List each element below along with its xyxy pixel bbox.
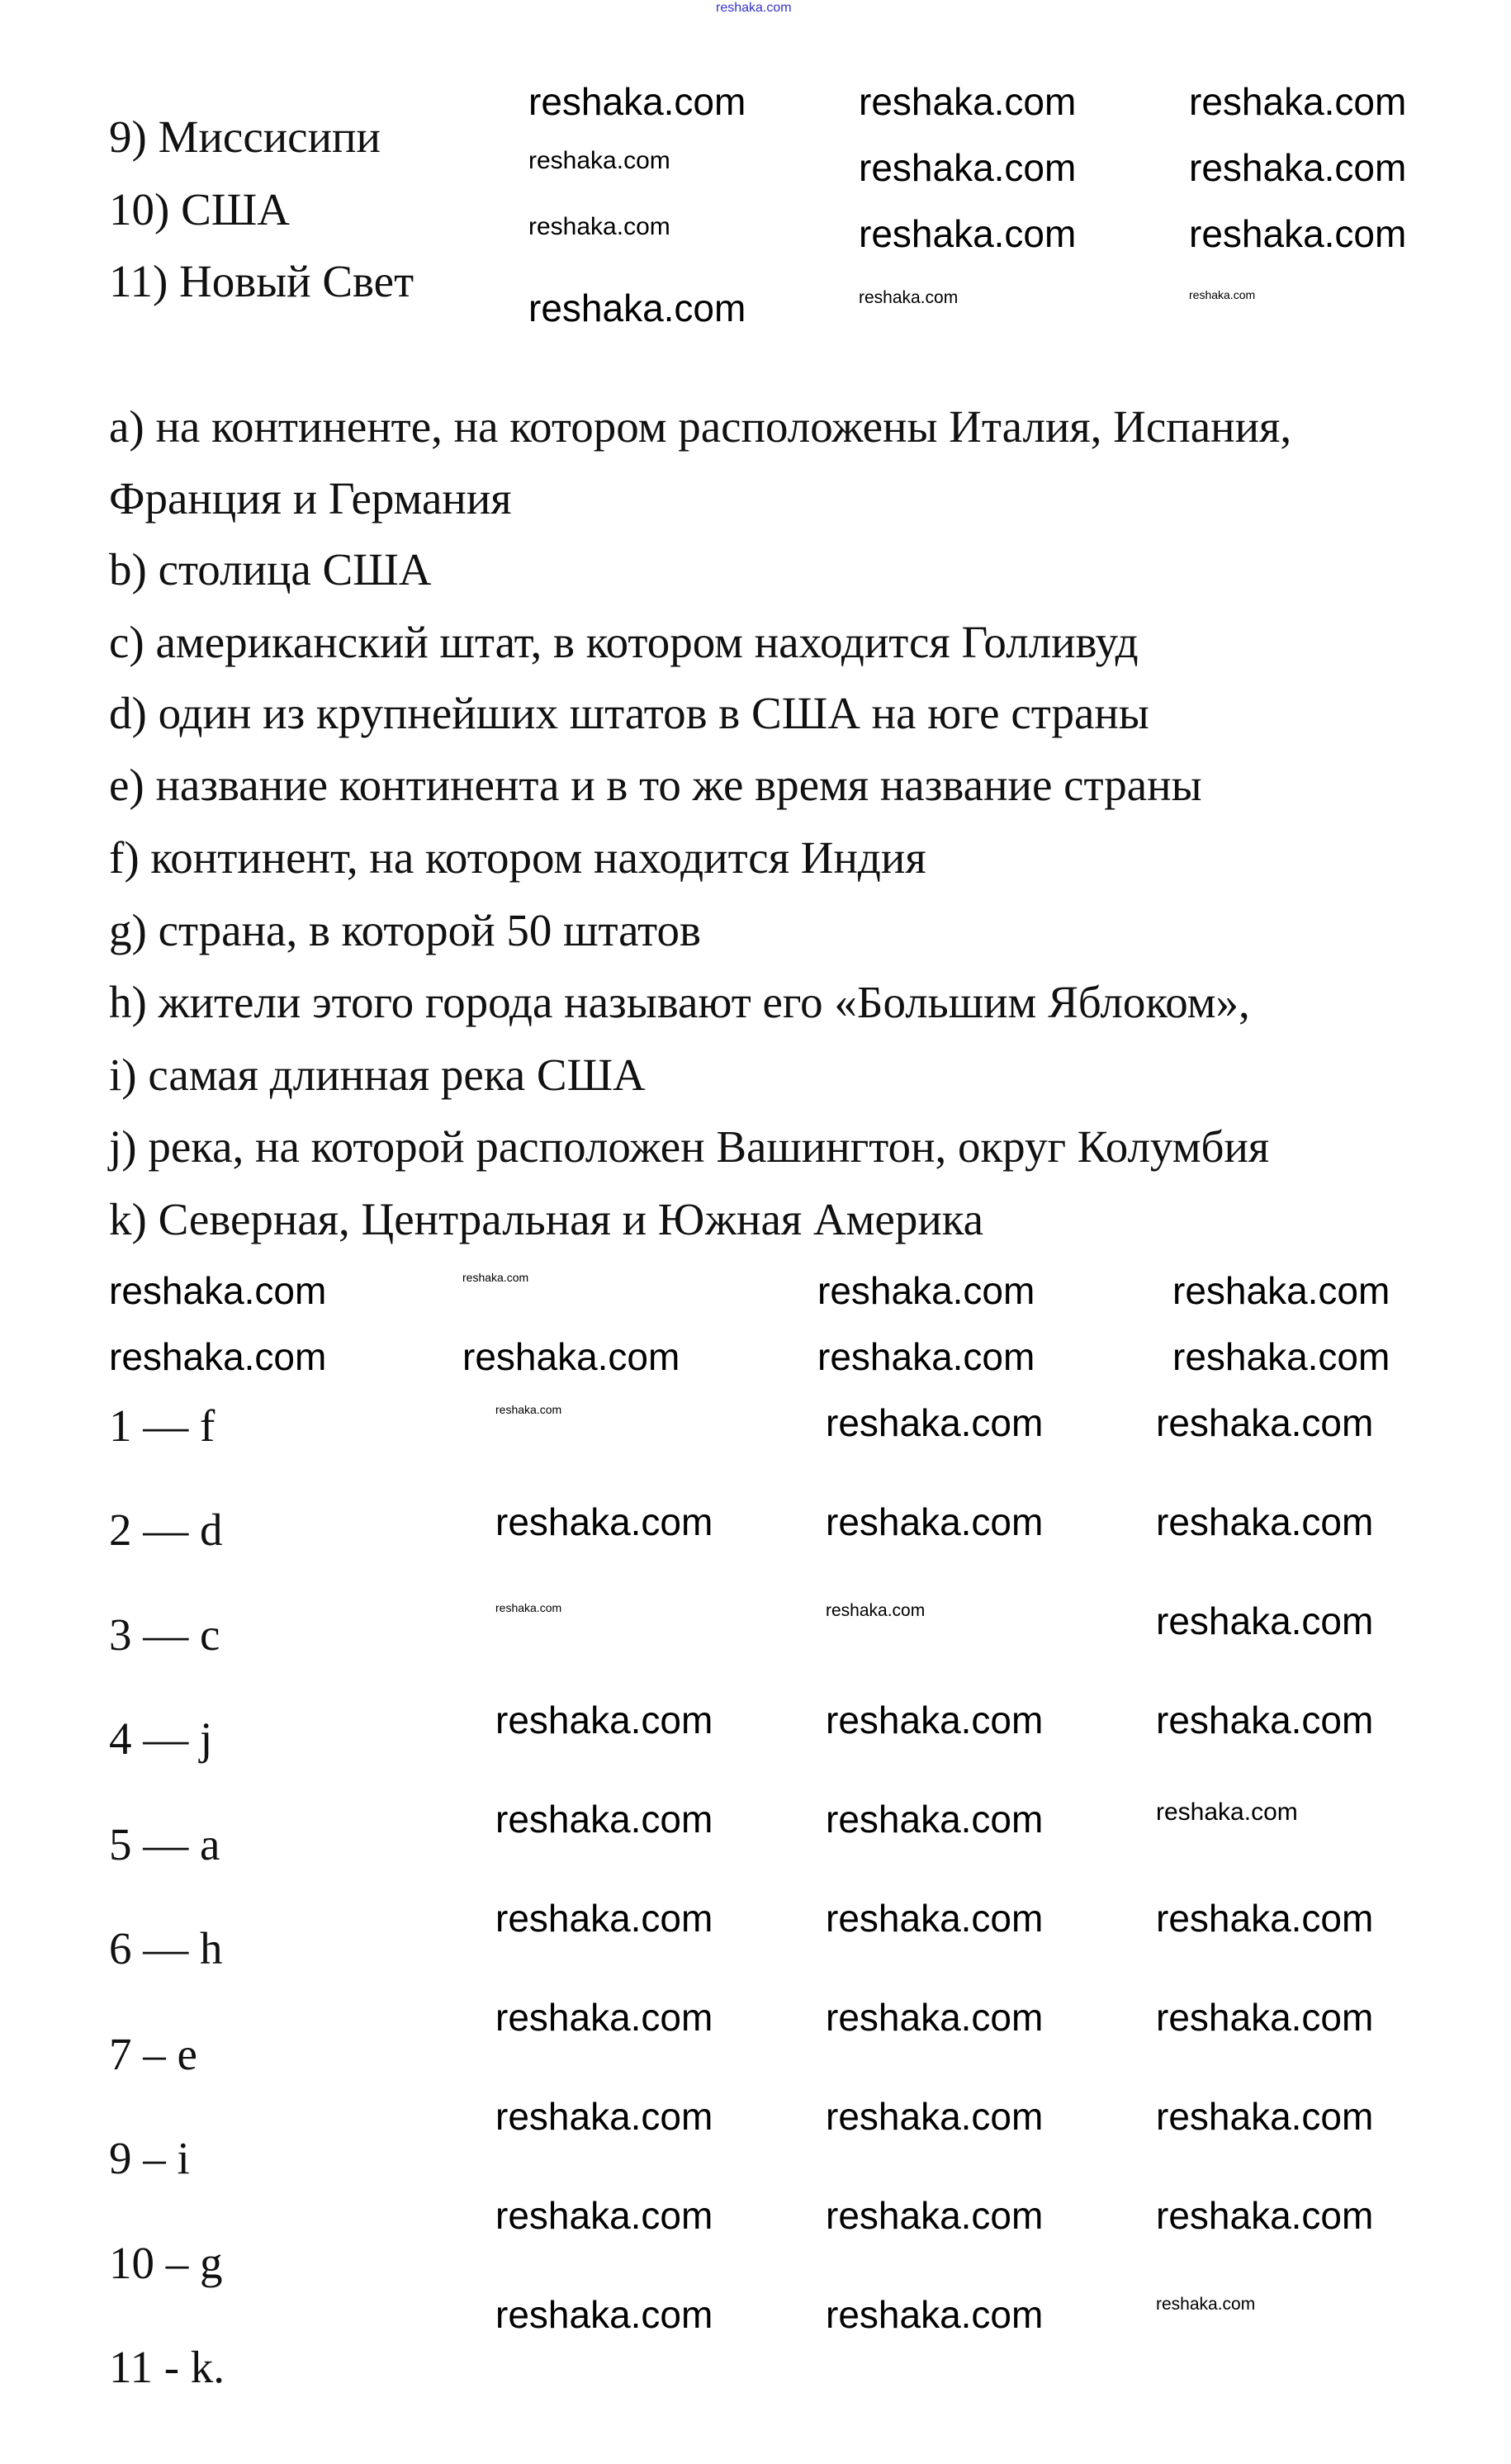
definition-line: i) самая длинная река США (109, 1050, 646, 1100)
watermark-text: reshaka.com (462, 1271, 529, 1284)
answer-line: 3 — c (109, 1609, 220, 1660)
watermark-text: reshaka.com (1156, 2194, 1374, 2237)
watermark-text: reshaka.com (1156, 1897, 1374, 1940)
watermark-text: reshaka.com (826, 1699, 1044, 1741)
definition-line: h) жители этого города называют его «Большим Яблоком», (109, 977, 1250, 1027)
watermark-text: reshaka.com (859, 146, 1077, 189)
watermark-text: reshaka.com (109, 1269, 327, 1312)
term-line: 9) Миссисипи (109, 111, 381, 162)
definition-line: e) название континента и в то же время название страны (109, 760, 1202, 810)
watermark-text: reshaka.com (826, 1601, 926, 1620)
watermark-text: reshaka.com (716, 1, 792, 15)
watermark-text: reshaka.com (826, 1500, 1044, 1543)
watermark-text: reshaka.com (859, 80, 1077, 123)
answer-line: 4 — j (109, 1713, 213, 1764)
definition-line: k) Северная, Центральная и Южная Америка (109, 1194, 984, 1244)
watermark-text: reshaka.com (1189, 146, 1407, 189)
watermark-text: reshaka.com (1189, 212, 1407, 255)
watermark-text: reshaka.com (826, 1897, 1044, 1940)
watermark-text: reshaka.com (495, 1897, 713, 1940)
watermark-text: reshaka.com (495, 2095, 713, 2138)
definition-line: Франция и Германия (109, 473, 512, 524)
watermark-text: reshaka.com (1156, 2095, 1374, 2138)
definition-line: b) столица США (109, 544, 432, 595)
watermark-text: reshaka.com (1172, 1269, 1390, 1312)
watermark-text: reshaka.com (826, 1401, 1044, 1444)
watermark-text: reshaka.com (1172, 1335, 1390, 1378)
watermark-text: reshaka.com (495, 2194, 713, 2237)
answer-line: 7 – e (109, 2029, 197, 2079)
term-line: 11) Новый Свет (109, 256, 414, 306)
watermark-text: reshaka.com (528, 213, 670, 240)
answer-line: 5 — a (109, 1819, 220, 1869)
definition-line: g) страна, в которой 50 штатов (109, 905, 701, 955)
answer-line: 2 — d (109, 1504, 223, 1555)
watermark-text: reshaka.com (817, 1269, 1035, 1312)
answer-line: 10 – g (109, 2238, 223, 2288)
watermark-text: reshaka.com (826, 1996, 1044, 2039)
watermark-text: reshaka.com (1156, 2295, 1256, 2314)
answer-line: 9 – i (109, 2133, 190, 2183)
watermark-text: reshaka.com (109, 1335, 327, 1378)
definition-line: d) один из крупнейших штатов в США на юге страны (109, 688, 1149, 738)
answer-line: 6 — h (109, 1923, 223, 1974)
watermark-text: reshaka.com (495, 1500, 713, 1543)
watermark-text: reshaka.com (495, 1798, 713, 1841)
definition-line: j) река, на которой расположен Вашингтон, округ Колумбия (109, 1121, 1270, 1172)
watermark-text: reshaka.com (1156, 1996, 1374, 2039)
watermark-text: reshaka.com (859, 212, 1077, 255)
watermark-text: reshaka.com (495, 1403, 562, 1416)
watermark-text: reshaka.com (817, 1335, 1035, 1378)
watermark-text: reshaka.com (1156, 1500, 1374, 1543)
watermark-text: reshaka.com (495, 1699, 713, 1741)
watermark-text: reshaka.com (826, 2194, 1044, 2237)
watermark-text: reshaka.com (1156, 1599, 1374, 1642)
definition-line: f) континент, на котором находится Индия (109, 832, 926, 883)
term-line: 10) США (109, 184, 290, 235)
answer-line: 11 - k. (109, 2342, 225, 2392)
watermark-text: reshaka.com (495, 2293, 713, 2336)
watermark-text: reshaka.com (528, 147, 670, 174)
watermark-text: reshaka.com (1156, 1699, 1374, 1741)
watermark-text: reshaka.com (462, 1335, 680, 1378)
watermark-text: reshaka.com (826, 2095, 1044, 2138)
definition-line: a) на континенте, на котором расположены Италия, Испания, (109, 401, 1292, 452)
watermark-text: reshaka.com (528, 287, 746, 329)
answer-line: 1 — f (109, 1400, 216, 1451)
watermark-text: reshaka.com (826, 2293, 1044, 2336)
watermark-text: reshaka.com (1156, 1798, 1298, 1826)
watermark-text: reshaka.com (1189, 288, 1256, 301)
watermark-text: reshaka.com (1156, 1401, 1374, 1444)
watermark-text: reshaka.com (495, 1601, 562, 1614)
watermark-text: reshaka.com (1189, 80, 1407, 123)
definition-line: c) американский штат, в котором находится Голливуд (109, 617, 1139, 667)
watermark-text: reshaka.com (859, 288, 959, 307)
watermark-text: reshaka.com (826, 1798, 1044, 1841)
watermark-text: reshaka.com (528, 80, 746, 123)
watermark-text: reshaka.com (495, 1996, 713, 2039)
